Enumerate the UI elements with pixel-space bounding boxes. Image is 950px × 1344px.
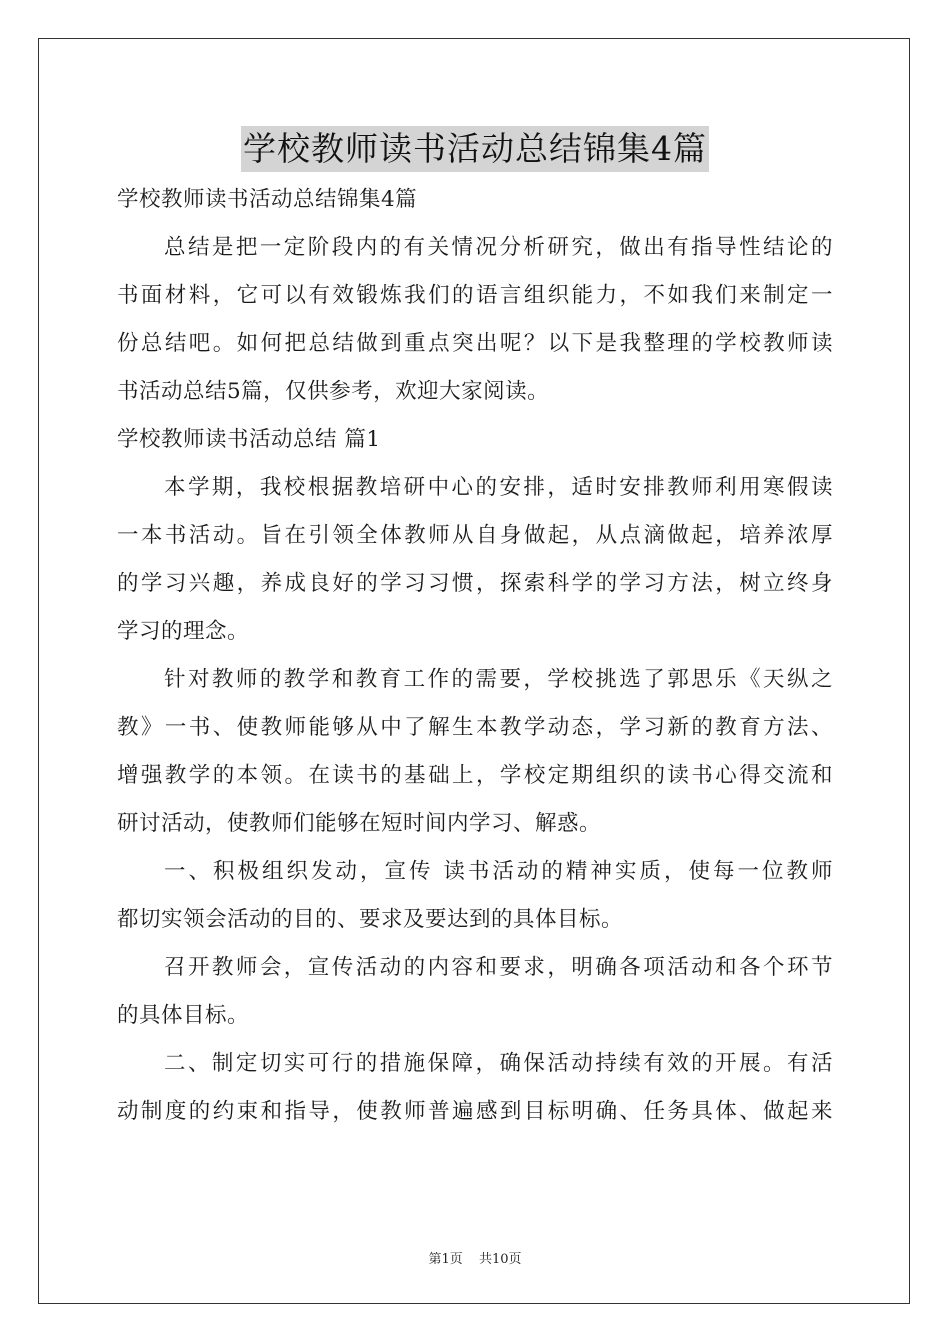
document-body: [117, 176, 833, 1136]
text-line: 召开教师会，宣传活动的内容和要求，明确各项活动和各个环节: [164, 955, 833, 980]
text-line: 总结是把一定阶段内的有关情况分析研究，做出有指导性结论的: [164, 235, 833, 260]
text-line: 本学期，我校根据教培研中心的安排，适时安排教师利用寒假读: [164, 475, 833, 500]
text-line: 都切实领会活动的目的、要求及要达到的具体目标。: [117, 907, 624, 932]
text-line: 学校教师读书活动总结 篇1: [117, 427, 381, 452]
text-line: 学校教师读书活动总结锦集4篇: [117, 187, 418, 212]
page-footer: [0, 1248, 950, 1267]
page-number: 第1页: [428, 1252, 463, 1267]
text-line: 针对教师的教学和教育工作的需要，学校挑选了郭思乐《天纵之: [164, 667, 833, 692]
document-title: 学校教师读书活动总结锦集4篇: [241, 126, 709, 172]
title-container: [0, 126, 950, 172]
text-line: 书面材料，它可以有效锻炼我们的语言组织能力，不如我们来制定一: [117, 283, 833, 308]
text-line: 的具体目标。: [117, 1003, 250, 1028]
text-line: 学习的理念。: [117, 619, 250, 644]
text-line: 研讨活动，使教师们能够在短时间内学习、解惑。: [117, 811, 602, 836]
text-line: 书活动总结5篇，仅供参考，欢迎大家阅读。: [117, 379, 550, 404]
text-line: 的学习兴趣，养成良好的学习习惯，探索科学的学习方法，树立终身: [117, 571, 833, 596]
page-total: 共10页: [478, 1252, 522, 1267]
text-line: 增强教学的本领。在读书的基础上，学校定期组织的读书心得交流和: [117, 763, 833, 788]
text-line: 动制度的约束和指导，使教师普遍感到目标明确、任务具体、做起来: [117, 1099, 833, 1124]
text-line: 教》一书、使教师能够从中了解生本教学动态，学习新的教育方法、: [117, 715, 833, 740]
text-line: 一、积极组织发动，宣传 读书活动的精神实质，使每一位教师: [164, 859, 833, 884]
text-line: 一本书活动。旨在引领全体教师从自身做起，从点滴做起，培养浓厚: [117, 523, 833, 548]
text-line: 二、制定切实可行的措施保障，确保活动持续有效的开展。有活: [164, 1051, 833, 1076]
text-line: 份总结吧。如何把总结做到重点突出呢？以下是我整理的学校教师读: [117, 331, 833, 356]
